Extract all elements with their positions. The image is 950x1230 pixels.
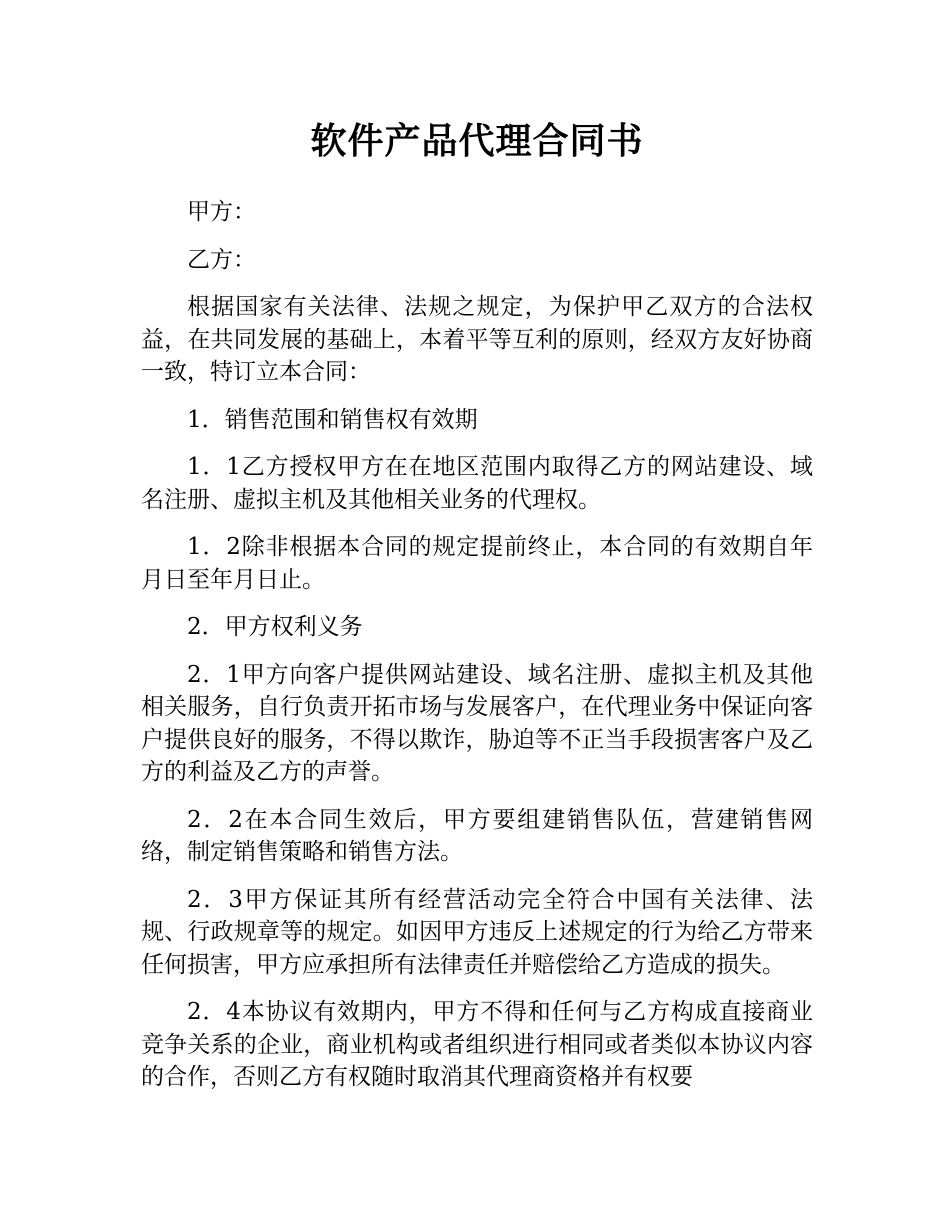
section-2-heading: 2．甲方权利义务 [187, 614, 363, 640]
preamble-paragraph: 根据国家有关法律、法规之规定，为保护甲乙双方的合法权益，在共同发展的基础上，本着平等互利的原则，经双方友好协商一致，特订立本合同： [141, 294, 813, 385]
clause-2-3: 2．3甲方保证其所有经营活动完全符合中国有关法律、法规、行政规章等的规定。如因甲方违反上述规定的行为给乙方带来任何损害，甲方应承担所有法律责任并赔偿给乙方造成的损失。 [141, 886, 813, 978]
document-body [141, 118, 813, 1109]
party-b-line: 乙方： [187, 246, 256, 273]
clause-1-2: 1．2除非根据本合同的规定提前终止，本合同的有效期自年月日至年月日止。 [141, 534, 813, 593]
clause-2-4: 2．4本协议有效期内，甲方不得和任何与乙方构成直接商业竞争关系的企业，商业机构或者组织进行相同或者类似本协议内容的合作，否则乙方有权随时取消其代理商资格并有权要 [141, 999, 813, 1090]
clause-2-2: 2．2在本合同生效后，甲方要组建销售队伍，营建销售网络，制定销售策略和销售方法。 [141, 806, 813, 865]
clause-1-1: 1．1乙方授权甲方在在地区范围内取得乙方的网站建设、域名注册、虚拟主机及其他相关业务的代理权。 [141, 454, 813, 513]
clause-2-1: 2．1甲方向客户提供网站建设、域名注册、虚拟主机及其他相关服务，自行负责开拓市场与发展客户，在代理业务中保证向客户提供良好的服务，不得以欺诈，胁迫等不正当手段损害客户及乙方的利益及乙方的声誉。 [141, 661, 813, 785]
document-title: 软件产品代理合同书 [310, 121, 644, 162]
section-1-heading: 1．销售范围和销售权有效期 [187, 406, 478, 433]
party-a-line: 甲方： [187, 199, 256, 225]
